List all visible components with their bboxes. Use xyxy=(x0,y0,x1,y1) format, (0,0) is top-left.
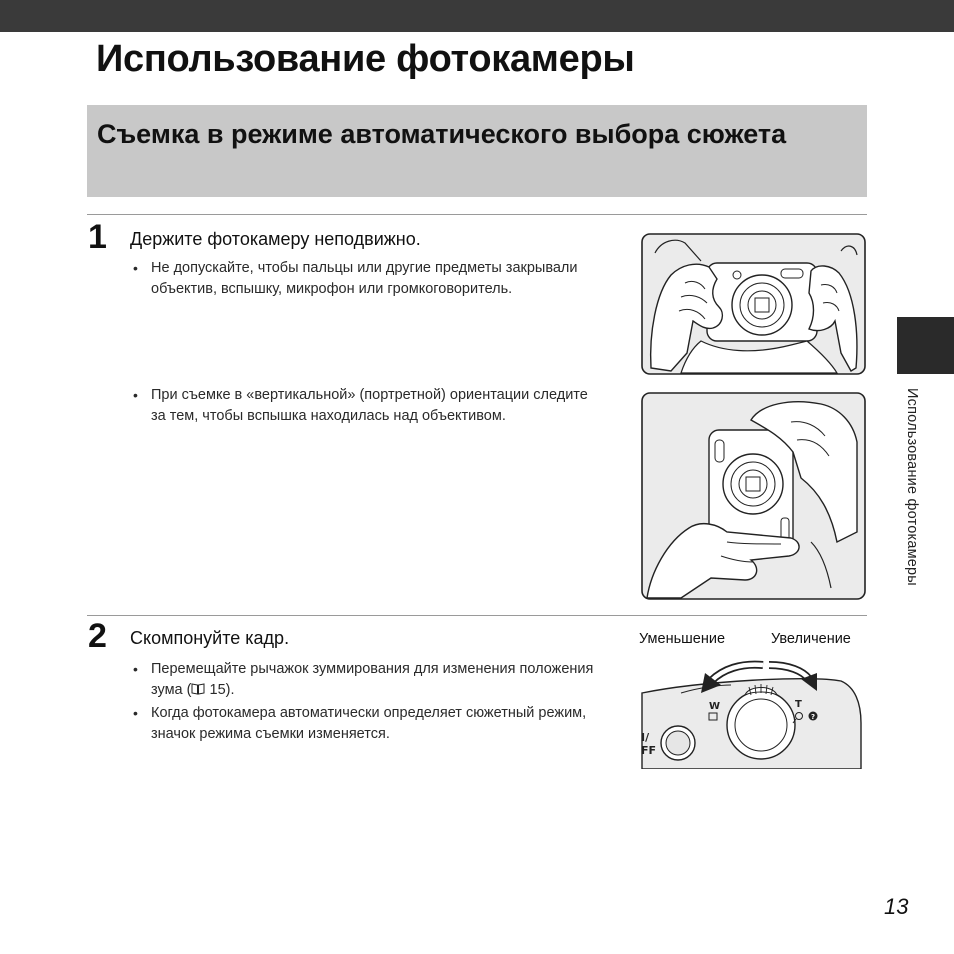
zoom-in-label: Увеличение xyxy=(771,631,851,647)
step1-title: Держите фотокамеру неподвижно. xyxy=(130,229,421,249)
list-item: • Когда фотокамера автоматически определяет сюжетный режим, значок режима съемки изменяется. xyxy=(133,705,587,742)
chapter-tab[interactable] xyxy=(897,317,954,374)
list-item: • При съемке в «вертикальной» (портретной) ориентации следите за тем, чтобы вспышка находилась над объективом. xyxy=(133,387,588,424)
lever-t-label: T xyxy=(795,699,802,710)
vertical-hold-illustration xyxy=(641,392,866,600)
bullet-dot-icon: • xyxy=(133,387,138,403)
book-icon xyxy=(191,683,205,695)
svg-text:?: ? xyxy=(811,713,816,721)
list-item: • Перемещайте рычажок зуммирования для изменения положения зума ( 15). xyxy=(133,661,594,698)
step1-number: 1 xyxy=(88,218,107,256)
step2-number: 2 xyxy=(88,617,107,655)
step2-title: Скомпонуйте кадр. xyxy=(130,628,290,648)
chapter-title: Использование фотокамеры xyxy=(96,38,635,80)
chapter-tab-label: Использование фотокамеры xyxy=(904,388,920,586)
step1-bullet-list-b xyxy=(130,385,600,429)
lever-w-label: W xyxy=(709,701,721,712)
step2-bullet-list xyxy=(130,659,600,747)
svg-text:FF: FF xyxy=(641,744,657,757)
bullet-dot-icon: • xyxy=(133,661,138,677)
list-item: • Не допускайте, чтобы пальцы или другие предметы закрывали объектив, вспышку, микрофон или громкоговоритель. xyxy=(133,260,578,297)
section-header xyxy=(87,105,867,197)
zoom-lever-illustration xyxy=(641,657,866,769)
step2-divider xyxy=(87,615,867,616)
bullet-dot-icon: • xyxy=(133,705,138,721)
svg-text:I/: I/ xyxy=(641,731,650,744)
step1-divider xyxy=(87,214,867,215)
top-bar xyxy=(0,0,954,32)
bullet-dot-icon: • xyxy=(133,260,138,276)
page-number: 13 xyxy=(884,894,909,919)
step1-bullet-list-a xyxy=(130,258,600,302)
section-title: Съемка в режиме автоматического выбора сюжета xyxy=(97,119,787,149)
page-reference[interactable]: 15 xyxy=(209,682,226,698)
zoom-out-label: Уменьшение xyxy=(639,631,726,647)
horizontal-hold-illustration xyxy=(641,233,866,375)
